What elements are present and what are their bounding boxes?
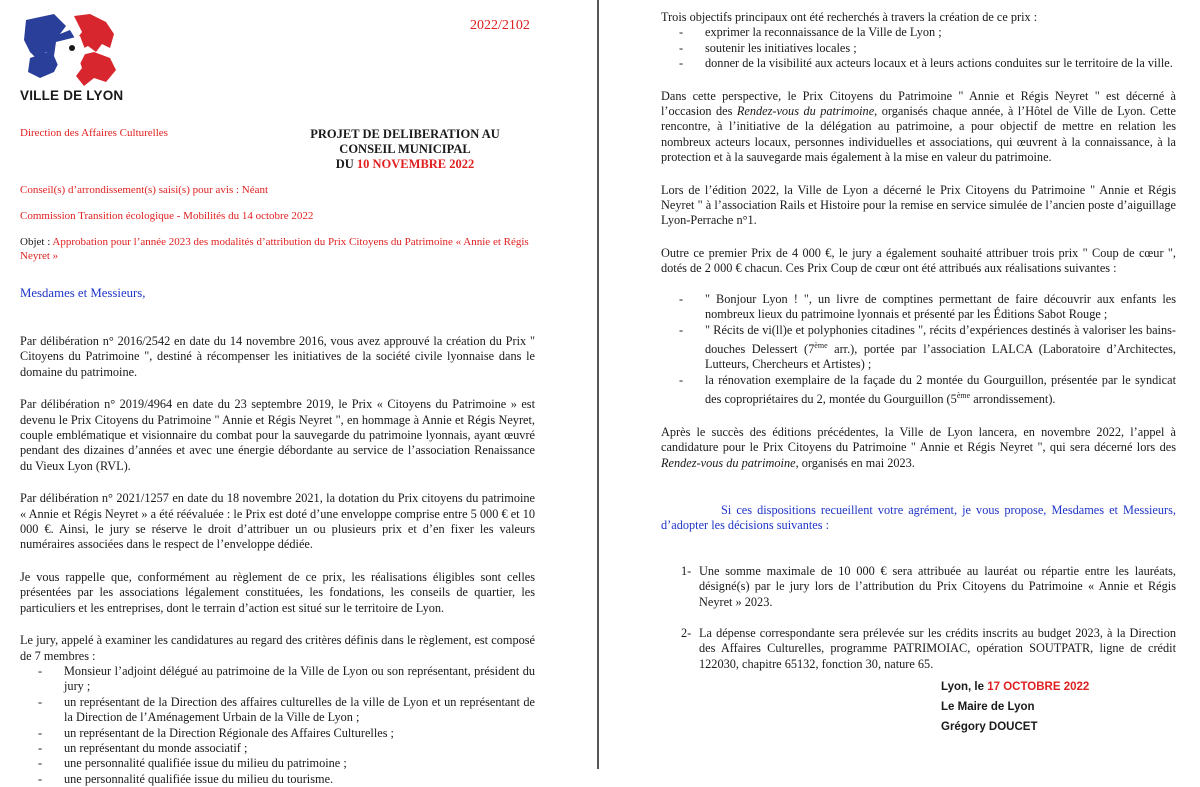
paragraph-creation: Par délibération n° 2016/2542 en date du 14 novembre 2016, vous avez approuvé la création du Prix " Citoyens du Patrimoine ", destiné à récompenser les initiatives de la société civile lyonnaise dans le domaine du patrimoine.	[20, 334, 535, 379]
list-item: - un représentant du monde associatif ;	[20, 741, 535, 756]
objet-label: Objet :	[20, 236, 53, 248]
superscript: ème	[814, 340, 828, 350]
list-item: - une personnalité qualifiée issue du milieu du patrimoine ;	[20, 756, 535, 771]
right-body	[661, 10, 1176, 672]
signature-place: Lyon, le	[941, 681, 988, 693]
objectifs-list	[661, 25, 1176, 71]
document-title	[290, 127, 520, 172]
list-item: - une personnalité qualifiée issue du milieu du tourisme.	[20, 772, 535, 787]
text-span: " Récits de vi(ll)e et polyphonies citadines ", récits d’expériences destinés à valoriser les bains-douches Delessert (7	[705, 322, 1176, 356]
salutation: Mesdames et Messieurs,	[20, 286, 146, 300]
list-item: - exprimer la reconnaissance de la Ville de Lyon ;	[661, 25, 1176, 40]
text-span: , organisés en mai 2023.	[795, 455, 915, 470]
decision-number: 2-	[681, 625, 692, 640]
decision-item	[661, 626, 1176, 672]
text-span: la rénovation exemplaire de la façade du 2 montée du Gourguillon, présentée par le syndicat des copropriétaires du 2, montée du Gourguillon (5	[705, 372, 1176, 407]
paragraph-dotation: Par délibération n° 2021/1257 en date du 18 novembre 2021, la dotation du Prix citoyens du patrimoine « Annie et Régis Neyret » a été réévaluée : le Prix est doté d’une enveloppe comprise entre 5 000 € et 10 000 €. Ainsi, le jury se réserve le droit d’attribuer un ou plusieurs prix et d’en fixer les valeurs numéraires associées dans le respect de l’enveloppe dédiée.	[20, 491, 535, 552]
paragraph-hommage: Par délibération n° 2019/4964 en date du 23 septembre 2019, le Prix « Citoyens du Patrimoine » est devenu le Prix Citoyens du Patrimoine " Annie et Régis Neyret ", en hommage à Annie et Régis Neyret, couple emblématique et visionnaire du combat pour la sauvegarde du patrimoine lyonnais, ayant œuvré pendant des dizaines d’années et avec une énergie débordante au service de l’association Renaissance du Vieux Lyon (RVL).	[20, 397, 535, 473]
list-item: - donner de la visibilité aux acteurs locaux et à leurs actions conduites sur le territoire de la ville.	[661, 56, 1176, 71]
title-line-3	[290, 157, 520, 172]
objectifs-intro: Trois objectifs principaux ont été recherchés à travers la création de ce prix :	[661, 10, 1038, 24]
decision-text: La dépense correspondante sera prélevée sur les crédits inscrits au budget 2023, à la Direction des Affaires Culturelles, programme PATRIMOIAC, opération SOUTPATR, ligne de crédit 122030, chapitre 65132, fonction 30, nature 65.	[699, 625, 1176, 671]
department: Direction des Affaires Culturelles	[20, 127, 168, 139]
signature-name: Grégory DOUCET	[941, 721, 1038, 733]
reference-number: 2022/2102	[470, 18, 530, 33]
title-date: 10 NOVEMBRE 2022	[356, 157, 475, 171]
rendez-vous-emphasis: Rendez-vous du patrimoine	[661, 455, 796, 470]
paragraph-edition-2022: Lors de l’édition 2022, la Ville de Lyon a décerné le Prix Citoyens du Patrimoine " Annie et Régis Neyret " à l’association Rails et Histoire pour la remise en service simulée de l’ancien poste d’aiguillage Lyon-Perrache n°1.	[661, 182, 1176, 228]
paragraph-perspective	[661, 89, 1176, 166]
ville-de-lyon-lion-logo	[20, 12, 120, 100]
text-span: arr.), portée par l’association LALCA (Laboratoire d’Architectes, Lutteurs, Chercheurs et Artistes) ;	[705, 342, 1176, 372]
objet	[20, 235, 535, 263]
superscript: ème	[956, 391, 971, 401]
signature-date-line	[941, 677, 1089, 697]
decisions-list	[661, 564, 1176, 672]
list-item: - Monsieur l’adjoint délégué au patrimoine de la Ville de Lyon ou son représentant, président du jury ;	[20, 664, 535, 695]
signature-role: Le Maire de Lyon	[941, 701, 1035, 713]
list-item	[661, 373, 1176, 408]
list-item: - un représentant de la Direction Régionale des Affaires Culturelles ;	[20, 726, 535, 741]
proposal: Si ces dispositions recueillent votre agrément, je vous propose, Mesdames et Messieurs, d’adopter les décisions suivantes :	[661, 502, 1176, 533]
list-item	[661, 323, 1176, 373]
paragraph-succes	[661, 425, 1176, 471]
decision-number: 1-	[681, 563, 692, 578]
title-line-1: PROJET DE DELIBERATION AU	[310, 127, 500, 141]
page-divider	[597, 0, 599, 769]
text-span: Après le succès des éditions précédentes, la Ville de Lyon lancera, en novembre 2022, l’appel à candidature pour le Prix Citoyens du Patrimoine " Annie et Régis Neyret ", qui sera décerné lors des	[661, 424, 1176, 455]
commission: Commission Transition écologique - Mobilités du 14 octobre 2022	[20, 210, 314, 222]
title-du: DU	[335, 157, 357, 171]
text-span: Dans cette perspective, le Prix Citoyens du Patrimoine " Annie et Régis Neyret " est décerné à l’occasion des	[661, 88, 1176, 119]
coup-de-coeur-list	[661, 292, 1176, 408]
conseils-arrondissement: Conseil(s) d’arrondissement(s) saisi(s) pour avis : Néant	[20, 184, 269, 196]
rendez-vous-emphasis: Rendez-vous du patrimoine	[736, 104, 875, 119]
left-body	[20, 334, 535, 787]
decision-item	[661, 564, 1176, 610]
text-span: arrondissement).	[970, 392, 1056, 407]
title-line-2: CONSEIL MUNICIPAL	[339, 142, 471, 156]
paragraph-reglement: Je vous rappelle que, conformément au règlement de ce prix, les réalisations éligibles sont celles présentées par les associations légalement constituées, les fondations, les conseils de quartier, les particuliers et les entreprises, dont le terrain d’action est situé sur le territoire de Lyon.	[20, 569, 535, 615]
paragraph-jury: Le jury, appelé à examiner les candidatures au regard des critères définis dans le règlement, est composé de 7 membres :	[20, 633, 535, 663]
list-item: - un représentant de la Direction des affaires culturelles de la ville de Lyon et un représentant de la Direction de l’Aménagement Urbain de la Ville de Lyon ;	[20, 695, 535, 726]
paragraph-coup-de-coeur: Outre ce premier Prix de 4 000 €, le jury a également souhaité attribuer trois prix " Coup de cœur ", dotés de 2 000 € chacun. Ces Prix Coup de cœur ont été attribués aux réalisations suivantes :	[661, 245, 1176, 276]
text-span: , organisés chaque année, à l’Hôtel de Ville de Lyon. Cette rencontre, à l’initiative de la délégation au patrimoine, a pour objectif de mettre en relation les nombreux acteurs locaux, personnes individuelles et associations, qui œuvrent à la connaissance, à la protection et à la sauvegarde mais également à la mise en valeur du patrimoine.	[661, 104, 1177, 165]
objet-text: Approbation pour l’année 2023 des modalités d’attribution du Prix Citoyens du Patrimoine « Annie et Régis Neyret »	[20, 236, 529, 262]
logo-text: VILLE DE LYON	[20, 88, 124, 103]
signature-block	[941, 677, 1089, 737]
list-item: - soutenir les initiatives locales ;	[661, 41, 1176, 56]
decision-text: Une somme maximale de 10 000 € sera attribuée au lauréat ou répartie entre les lauréats, désigné(s) par le jury lors de l’attribution du Prix Citoyens du Patrimoine « Annie et Régis Neyret » 2023.	[699, 563, 1176, 609]
signature-date: 17 OCTOBRE 2022	[987, 681, 1090, 693]
list-item: - " Bonjour Lyon ! ", un livre de comptines permettant de faire découvrir aux enfants les nombreux lieux du patrimoine lyonnais et présenté par les Éditions Sabot Rouge ;	[661, 292, 1176, 323]
